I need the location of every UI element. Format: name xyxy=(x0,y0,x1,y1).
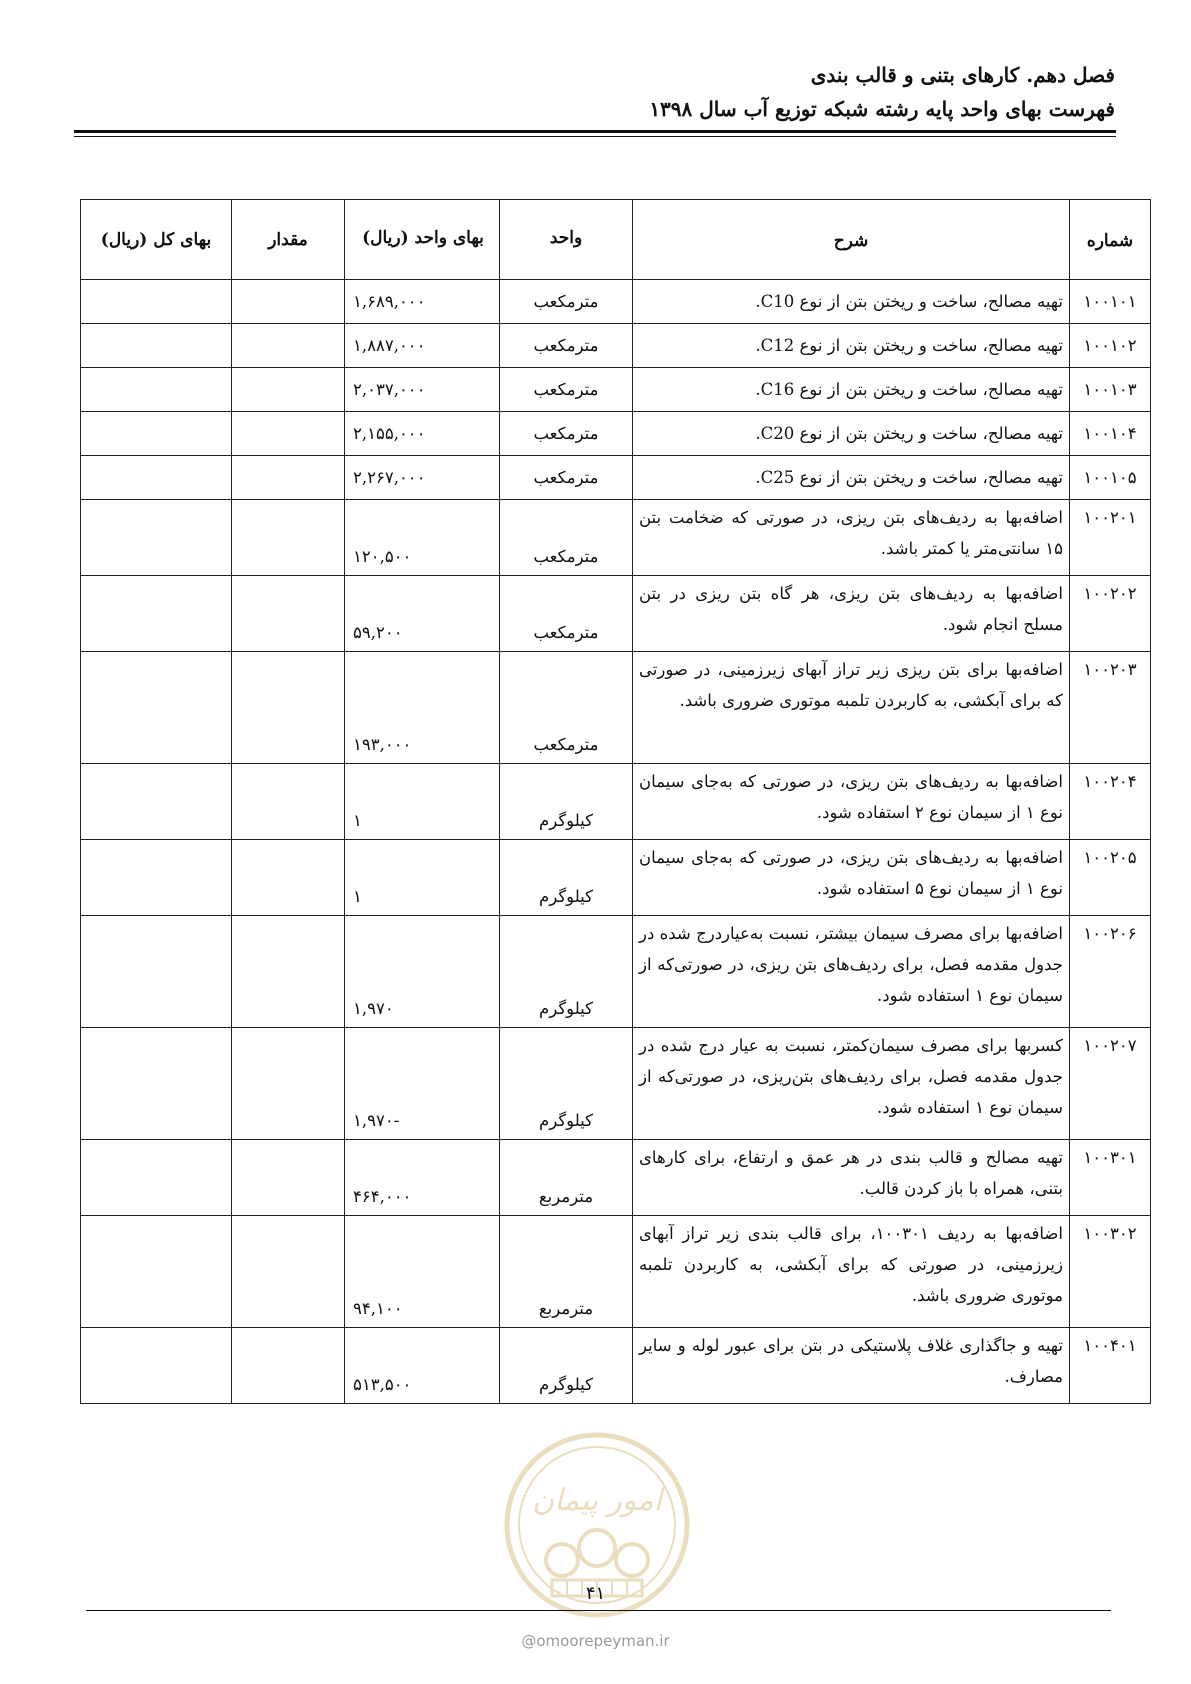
column-header-total-price: بهای کل (ریال) xyxy=(81,200,232,280)
item-unit-price: -۱,۹۷۰ xyxy=(345,1028,500,1140)
item-unit-price: ۴۶۴,۰۰۰ xyxy=(345,1140,500,1216)
item-total-price xyxy=(81,500,232,576)
item-description: تهیه مصالح و قالب بندی در هر عمق و ارتفاع، برای کارهای بتنی، همراه با باز کردن قالب. xyxy=(633,1140,1070,1216)
item-unit-price: ۵۹,۲۰۰ xyxy=(345,576,500,652)
item-quantity xyxy=(232,324,345,368)
table-row xyxy=(81,1140,1151,1216)
item-total-price xyxy=(81,412,232,456)
table-row xyxy=(81,1328,1151,1404)
column-header-unit: واحد xyxy=(500,200,633,280)
column-header-unit-price: بهای واحد (ریال) xyxy=(345,200,500,280)
item-description: اضافه‌بها برای مصرف سیمان بیشتر، نسبت به‌عیاردرج شده در جدول مقدمه فصل، برای ردیف‌های بتن ریزی، در صورتی‌که از سیمان نوع ۱ استفاده شود. xyxy=(633,916,1070,1028)
item-total-price xyxy=(81,456,232,500)
item-quantity xyxy=(232,916,345,1028)
table-row xyxy=(81,368,1151,412)
item-quantity xyxy=(232,576,345,652)
item-quantity xyxy=(232,412,345,456)
item-quantity xyxy=(232,1028,345,1140)
item-unit-price: ۲,۱۵۵,۰۰۰ xyxy=(345,412,500,456)
item-total-price xyxy=(81,280,232,324)
item-unit-price: ۱ xyxy=(345,764,500,840)
table-row xyxy=(81,576,1151,652)
item-number: ۱۰۰۲۰۴ xyxy=(1070,764,1151,840)
item-unit: کیلوگرم xyxy=(500,1328,633,1404)
item-number: ۱۰۰۱۰۱ xyxy=(1070,280,1151,324)
item-number: ۱۰۰۳۰۱ xyxy=(1070,1140,1151,1216)
item-unit-price: ۱۲۰,۵۰۰ xyxy=(345,500,500,576)
item-number: ۱۰۰۲۰۱ xyxy=(1070,500,1151,576)
item-total-price xyxy=(81,324,232,368)
table-row xyxy=(81,412,1151,456)
item-quantity xyxy=(232,1216,345,1328)
price-list-table xyxy=(80,199,1151,1404)
item-unit: مترمربع xyxy=(500,1140,633,1216)
item-total-price xyxy=(81,916,232,1028)
item-quantity xyxy=(232,456,345,500)
item-unit: کیلوگرم xyxy=(500,840,633,916)
item-number: ۱۰۰۲۰۲ xyxy=(1070,576,1151,652)
footer-divider xyxy=(86,1610,1111,1611)
item-quantity xyxy=(232,652,345,764)
item-number: ۱۰۰۴۰۱ xyxy=(1070,1328,1151,1404)
column-header-number: شماره xyxy=(1070,200,1151,280)
table-row xyxy=(81,324,1151,368)
item-total-price xyxy=(81,576,232,652)
item-description: کسربها برای مصرف سیمان‌کمتر، نسبت به عیار درج شده در جدول مقدمه فصل، برای ردیف‌های بتن‌ریزی، در صورتی‌که از سیمان نوع ۱ استفاده شود. xyxy=(633,1028,1070,1140)
page-number: ۴۱ xyxy=(585,1583,606,1604)
item-unit: مترمکعب xyxy=(500,456,633,500)
header-divider-thin xyxy=(74,136,1116,137)
item-description: اضافه‌بها به ردیف‌های بتن ریزی، در صورتی که به‌جای سیمان نوع ۱ از سیمان نوع ۲ استفاده شود. xyxy=(633,764,1070,840)
item-total-price xyxy=(81,1328,232,1404)
item-number: ۱۰۰۱۰۵ xyxy=(1070,456,1151,500)
item-total-price xyxy=(81,1216,232,1328)
column-header-quantity: مقدار xyxy=(232,200,345,280)
item-unit: کیلوگرم xyxy=(500,764,633,840)
item-unit-price: ۲,۲۶۷,۰۰۰ xyxy=(345,456,500,500)
item-unit-price: ۲,۰۳۷,۰۰۰ xyxy=(345,368,500,412)
item-unit-price: ۱,۸۸۷,۰۰۰ xyxy=(345,324,500,368)
item-number: ۱۰۰۲۰۵ xyxy=(1070,840,1151,916)
seal-lettering: امور پیمان xyxy=(532,1483,662,1518)
item-description: اضافه‌بها به ردیف ۱۰۰۳۰۱، برای قالب بندی زیر تراز آبهای زیرزمینی، در صورتی که برای آبکشی، به کاربردن تلمبه موتوری ضروری باشد. xyxy=(633,1216,1070,1328)
item-unit: مترمکعب xyxy=(500,280,633,324)
item-quantity xyxy=(232,500,345,576)
item-description: اضافه‌بها به ردیف‌های بتن ریزی، در صورتی که به‌جای سیمان نوع ۱ از سیمان نوع ۵ استفاده شود. xyxy=(633,840,1070,916)
document-title: فهرست بهای واحد پایه رشته شبکه توزیع آب سال ۱۳۹۸ xyxy=(649,97,1115,121)
item-number: ۱۰۰۲۰۷ xyxy=(1070,1028,1151,1140)
table-row xyxy=(81,764,1151,840)
item-unit: کیلوگرم xyxy=(500,916,633,1028)
item-unit: مترمکعب xyxy=(500,500,633,576)
table-row xyxy=(81,1216,1151,1328)
table-row xyxy=(81,500,1151,576)
item-quantity xyxy=(232,1328,345,1404)
item-unit: مترمکعب xyxy=(500,368,633,412)
item-unit-price: ۱,۹۷۰ xyxy=(345,916,500,1028)
item-number: ۱۰۰۱۰۴ xyxy=(1070,412,1151,456)
item-unit: کیلوگرم xyxy=(500,1028,633,1140)
item-number: ۱۰۰۳۰۲ xyxy=(1070,1216,1151,1328)
item-unit-price: ۹۴,۱۰۰ xyxy=(345,1216,500,1328)
item-total-price xyxy=(81,764,232,840)
item-quantity xyxy=(232,368,345,412)
table-row xyxy=(81,456,1151,500)
item-description: تهیه مصالح، ساخت و ریختن بتن از نوع C10. xyxy=(633,280,1070,324)
table-row xyxy=(81,652,1151,764)
item-unit-price: ۱ xyxy=(345,840,500,916)
item-total-price xyxy=(81,840,232,916)
item-number: ۱۰۰۲۰۶ xyxy=(1070,916,1151,1028)
website-watermark: @omoorepeyman.ir xyxy=(521,1632,670,1650)
item-total-price xyxy=(81,1140,232,1216)
item-description: تهیه مصالح، ساخت و ریختن بتن از نوع C25. xyxy=(633,456,1070,500)
item-description: تهیه مصالح، ساخت و ریختن بتن از نوع C20. xyxy=(633,412,1070,456)
chapter-title: فصل دهم. کارهای بتنی و قالب بندی xyxy=(810,63,1115,87)
item-total-price xyxy=(81,1028,232,1140)
item-description: اضافه‌بها به ردیف‌های بتن ریزی، در صورتی که ضخامت بتن ۱۵ سانتی‌متر یا کمتر باشد. xyxy=(633,500,1070,576)
item-unit: مترمکعب xyxy=(500,324,633,368)
item-unit: مترمکعب xyxy=(500,652,633,764)
item-description: اضافه‌بها به ردیف‌های بتن ریزی، هر گاه بتن ریزی در بتن مسلح انجام شود. xyxy=(633,576,1070,652)
table-row xyxy=(81,916,1151,1028)
item-unit: مترمربع xyxy=(500,1216,633,1328)
item-description: تهیه مصالح، ساخت و ریختن بتن از نوع C12. xyxy=(633,324,1070,368)
item-quantity xyxy=(232,764,345,840)
item-total-price xyxy=(81,368,232,412)
item-unit-price: ۱۹۳,۰۰۰ xyxy=(345,652,500,764)
table-row xyxy=(81,280,1151,324)
header-divider-thick xyxy=(74,130,1116,133)
item-number: ۱۰۰۱۰۲ xyxy=(1070,324,1151,368)
item-number: ۱۰۰۱۰۳ xyxy=(1070,368,1151,412)
item-unit: مترمکعب xyxy=(500,412,633,456)
page-header xyxy=(75,58,1115,126)
table-row xyxy=(81,1028,1151,1140)
item-unit-price: ۵۱۳,۵۰۰ xyxy=(345,1328,500,1404)
item-quantity xyxy=(232,840,345,916)
table-header-row xyxy=(81,200,1151,280)
column-header-description: شرح xyxy=(633,200,1070,280)
item-total-price xyxy=(81,652,232,764)
item-description: تهیه مصالح، ساخت و ریختن بتن از نوع C16. xyxy=(633,368,1070,412)
item-description: اضافه‌بها برای بتن ریزی زیر تراز آبهای زیرزمینی، در صورتی که برای آبکشی، به کاربردن تلمبه موتوری ضروری باشد. xyxy=(633,652,1070,764)
item-unit: مترمکعب xyxy=(500,576,633,652)
item-description: تهیه و جاگذاری غلاف پلاستیکی در بتن برای عبور لوله و سایر مصارف. xyxy=(633,1328,1070,1404)
item-quantity xyxy=(232,1140,345,1216)
item-unit-price: ۱,۶۸۹,۰۰۰ xyxy=(345,280,500,324)
table-row xyxy=(81,840,1151,916)
item-number: ۱۰۰۲۰۳ xyxy=(1070,652,1151,764)
item-quantity xyxy=(232,280,345,324)
